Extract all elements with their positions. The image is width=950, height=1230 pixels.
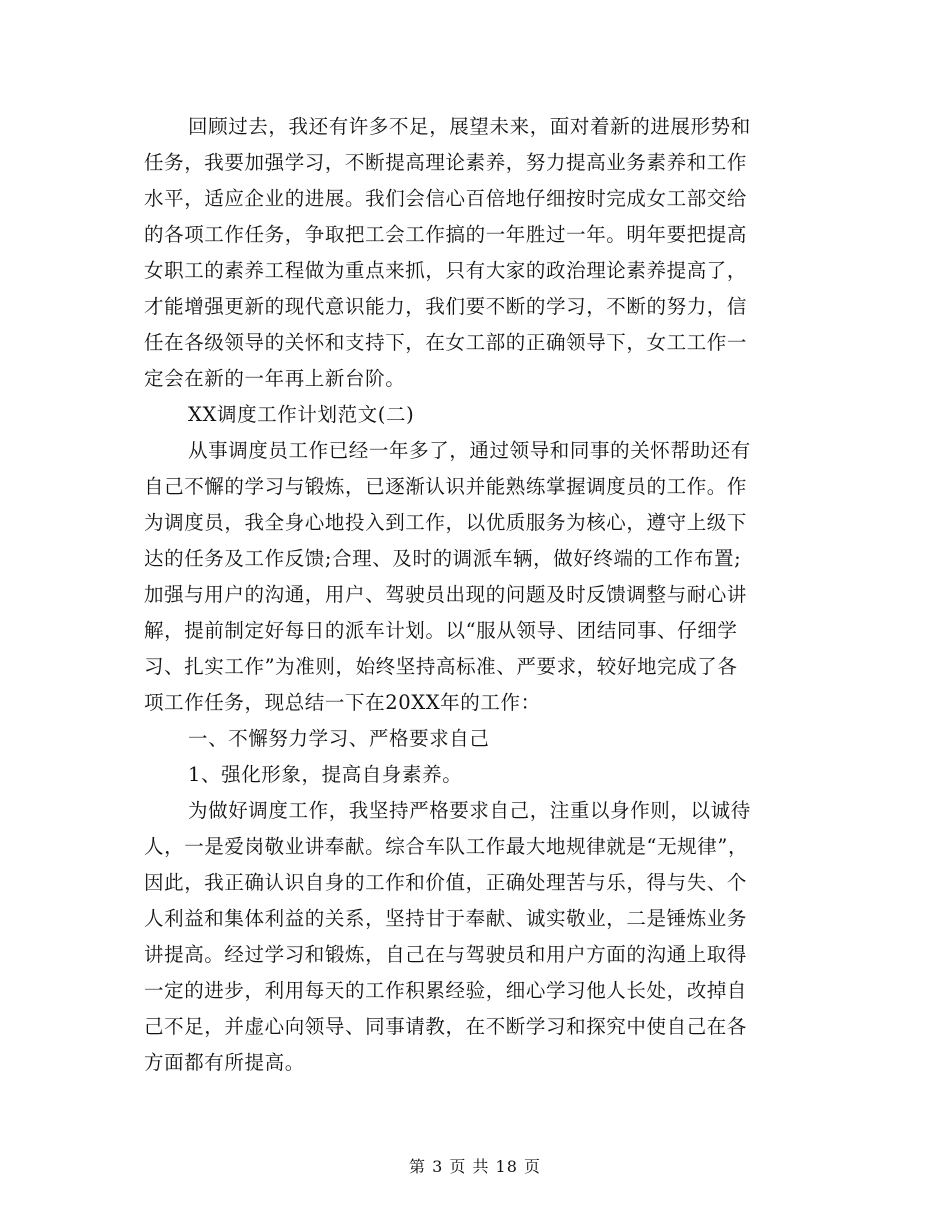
paragraph-line: 一定的进步，利用每天的工作积累经验，细心学习他人长处，改掉自 [144, 979, 748, 1002]
paragraph-line: 任务，我要加强学习，不断提高理论素养，努力提高业务素养和工作 [144, 151, 748, 174]
paragraph-line: 因此，我正确认识自身的工作和价值，正确处理苦与乐，得与失、个 [144, 871, 748, 894]
paragraph-line: 达的任务及工作反馈;合理、及时的调派车辆，做好终端的工作布置; [144, 547, 742, 570]
paragraph-line: 从事调度员工作已经一年多了，通过领导和同事的关怀帮助还有 [188, 439, 751, 462]
paragraph-line: 己不足，并虚心向领导、同事请教，在不断学习和探究中使自己在各 [144, 1015, 748, 1038]
paragraph-line: 自己不懈的学习与锻炼，已逐渐认识并能熟练掌握调度员的工作。作 [144, 475, 748, 498]
paragraph-line: 回顾过去，我还有许多不足，展望未来，面对着新的进展形势和 [188, 115, 751, 138]
subheading: 1、强化形象，提高自身素养。 [188, 763, 463, 786]
paragraph-line: 解，提前制定好每日的派车计划。以“服从领导、团结同事、仔细学 [144, 619, 738, 642]
page-footer [0, 1156, 950, 1178]
paragraph-line: 的各项工作任务，争取把工会工作搞的一年胜过一年。明年要把提高 [144, 223, 748, 246]
section-heading: XX调度工作计划范文(二) [188, 403, 415, 426]
paragraph-line: 人利益和集体利益的关系，坚持甘于奉献、诚实敬业，二是锤炼业务 [144, 907, 748, 930]
paragraph-line: 习、扎实工作”为准则，始终坚持高标准、严要求，较好地完成了各 [144, 655, 738, 678]
paragraph-line: 项工作任务，现总结一下在20XX年的工作： [144, 691, 541, 714]
paragraph-line: 讲提高。经过学习和锻炼，自己在与驾驶员和用户方面的沟通上取得 [144, 943, 748, 966]
paragraph-line: 人，一是爱岗敬业讲奉献。综合车队工作最大地规律就是“无规律”， [144, 835, 749, 858]
paragraph-line: 方面都有所提高。 [144, 1051, 305, 1074]
subheading: 一、不懈努力学习、严格要求自己 [188, 727, 490, 750]
paragraph-line: 为做好调度工作，我坚持严格要求自己，注重以身作则，以诚待 [188, 799, 751, 822]
paragraph-line: 为调度员，我全身心地投入到工作，以优质服务为核心，遵守上级下 [144, 511, 748, 534]
paragraph-line: 女职工的素养工程做为重点来抓，只有大家的政治理论素养提高了， [144, 259, 748, 282]
page-number: 第 3 页 共 18 页 [409, 1157, 541, 1176]
paragraph-line: 加强与用户的沟通，用户、驾驶员出现的问题及时反馈调整与耐心讲 [144, 583, 748, 606]
paragraph-line: 水平，适应企业的进展。我们会信心百倍地仔细按时完成女工部交给 [144, 187, 748, 210]
paragraph-line: 才能增强更新的现代意识能力，我们要不断的学习，不断的努力，信 [144, 295, 748, 318]
paragraph-line: 定会在新的一年再上新台阶。 [144, 367, 406, 390]
paragraph-line: 任在各级领导的关怀和支持下，在女工部的正确领导下，女工工作一 [144, 331, 748, 354]
